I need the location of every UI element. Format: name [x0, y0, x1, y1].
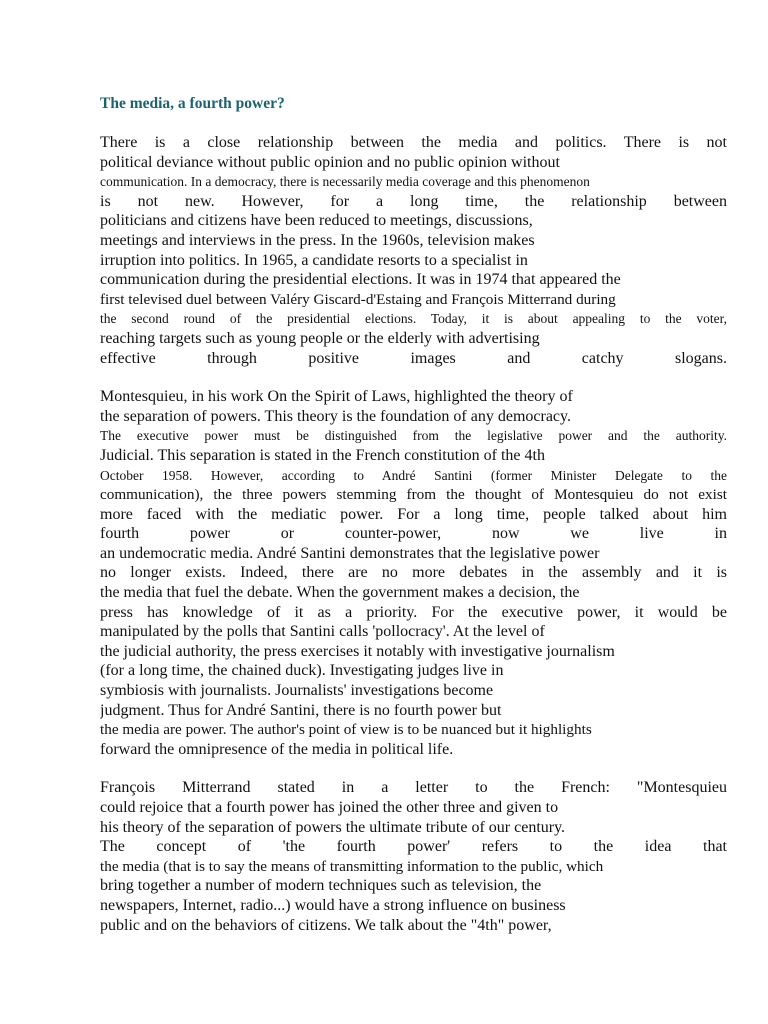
text-line: There is a close relationship between the media and politics. There is not [100, 134, 727, 151]
text-line: the separation of powers. This theory is the foundation of any democracy. [100, 407, 571, 425]
text-line: communication. In a democracy, there is necessarily media coverage and this phenomenon [100, 174, 590, 190]
text-line: October 1958. However, according to André Santini (former Minister Delegate to the [100, 467, 727, 483]
document-title: The media, a fourth power? [100, 95, 285, 112]
text-line: bring together a number of modern techniques such as television, the [100, 877, 542, 895]
text-line: fourth power or counter-power, now we live in [100, 525, 727, 543]
text-line: François Mitterrand stated in a letter to the French: "Montesquieu [100, 779, 727, 797]
text-line: political deviance without public opinion and no public opinion without [100, 153, 560, 171]
text-line: Judicial. This separation is stated in the French constitution of the 4th [100, 446, 545, 464]
text-line: press has knowledge of it as a priority. For the executive power, it would be [100, 603, 727, 621]
text-line: the media (that is to say the means of transmitting information to the public, which [100, 857, 604, 875]
text-line: the media that fuel the debate. When the government makes a decision, the [100, 584, 580, 602]
document-body [100, 133, 727, 935]
text-line: The concept of 'the fourth power' refers to the idea that [100, 838, 727, 856]
text-line: (for a long time, the chained duck). Investigating judges live in [100, 662, 504, 680]
text-line: effective through positive images and catchy slogans. [100, 349, 727, 367]
text-line: reaching targets such as young people or the elderly with advertising [100, 329, 540, 347]
text-line: first televised duel between Valéry Giscard-d'Estaing and François Mitterrand during [100, 290, 616, 308]
text-line: The executive power must be distinguished from the legislative power and the authority. [100, 428, 727, 444]
text-line: could rejoice that a fourth power has joined the other three and given to [100, 799, 559, 816]
text-line: his theory of the separation of powers the ultimate tribute of our century. [100, 818, 566, 836]
text-line: meetings and interviews in the press. In the 1960s, television makes [100, 231, 535, 249]
text-line: communication), the three powers stemming from the thought of Montesquieu do not exist [100, 486, 727, 504]
document-page [100, 94, 727, 954]
text-line: forward the omnipresence of the media in political life. [100, 740, 454, 758]
text-line: politicians and citizens have been reduced to meetings, discussions, [100, 212, 533, 230]
text-line: judgment. Thus for André Santini, there is no fourth power but [100, 701, 502, 719]
text-line: public and on the behaviors of citizens. We talk about the "4th" power, [100, 916, 552, 934]
text-line: symbiosis with journalists. Journalists' investigations become [100, 682, 494, 700]
text-line: Montesquieu, in his work On the Spirit of Laws, highlighted the theory of [100, 388, 573, 406]
paragraph [100, 133, 727, 368]
text-line: the judicial authority, the press exercises it notably with investigative journalism [100, 642, 615, 660]
text-line: manipulated by the polls that Santini calls 'pollocracy'. At the level of [100, 623, 545, 641]
text-line: is not new. However, for a long time, the relationship between [100, 192, 727, 210]
text-line: communication during the presidential elections. It was in 1974 that appeared the [100, 271, 621, 289]
text-line: more faced with the mediatic power. For a long time, people talked about him [100, 505, 727, 523]
text-line: irruption into politics. In 1965, a candidate resorts to a specialist in [100, 251, 528, 269]
text-line: the second round of the presidential elections. Today, it is about appealing to the voter, [100, 311, 727, 327]
text-line: the media are power. The author's point of view is to be nuanced but it highlights [100, 721, 592, 739]
paragraph [100, 778, 727, 935]
text-line: newspapers, Internet, radio...) would have a strong influence on business [100, 896, 566, 914]
paragraph [100, 387, 727, 759]
text-line: no longer exists. Indeed, there are no more debates in the assembly and it is [100, 564, 727, 582]
text-line: an undemocratic media. André Santini demonstrates that the legislative power [100, 544, 600, 562]
